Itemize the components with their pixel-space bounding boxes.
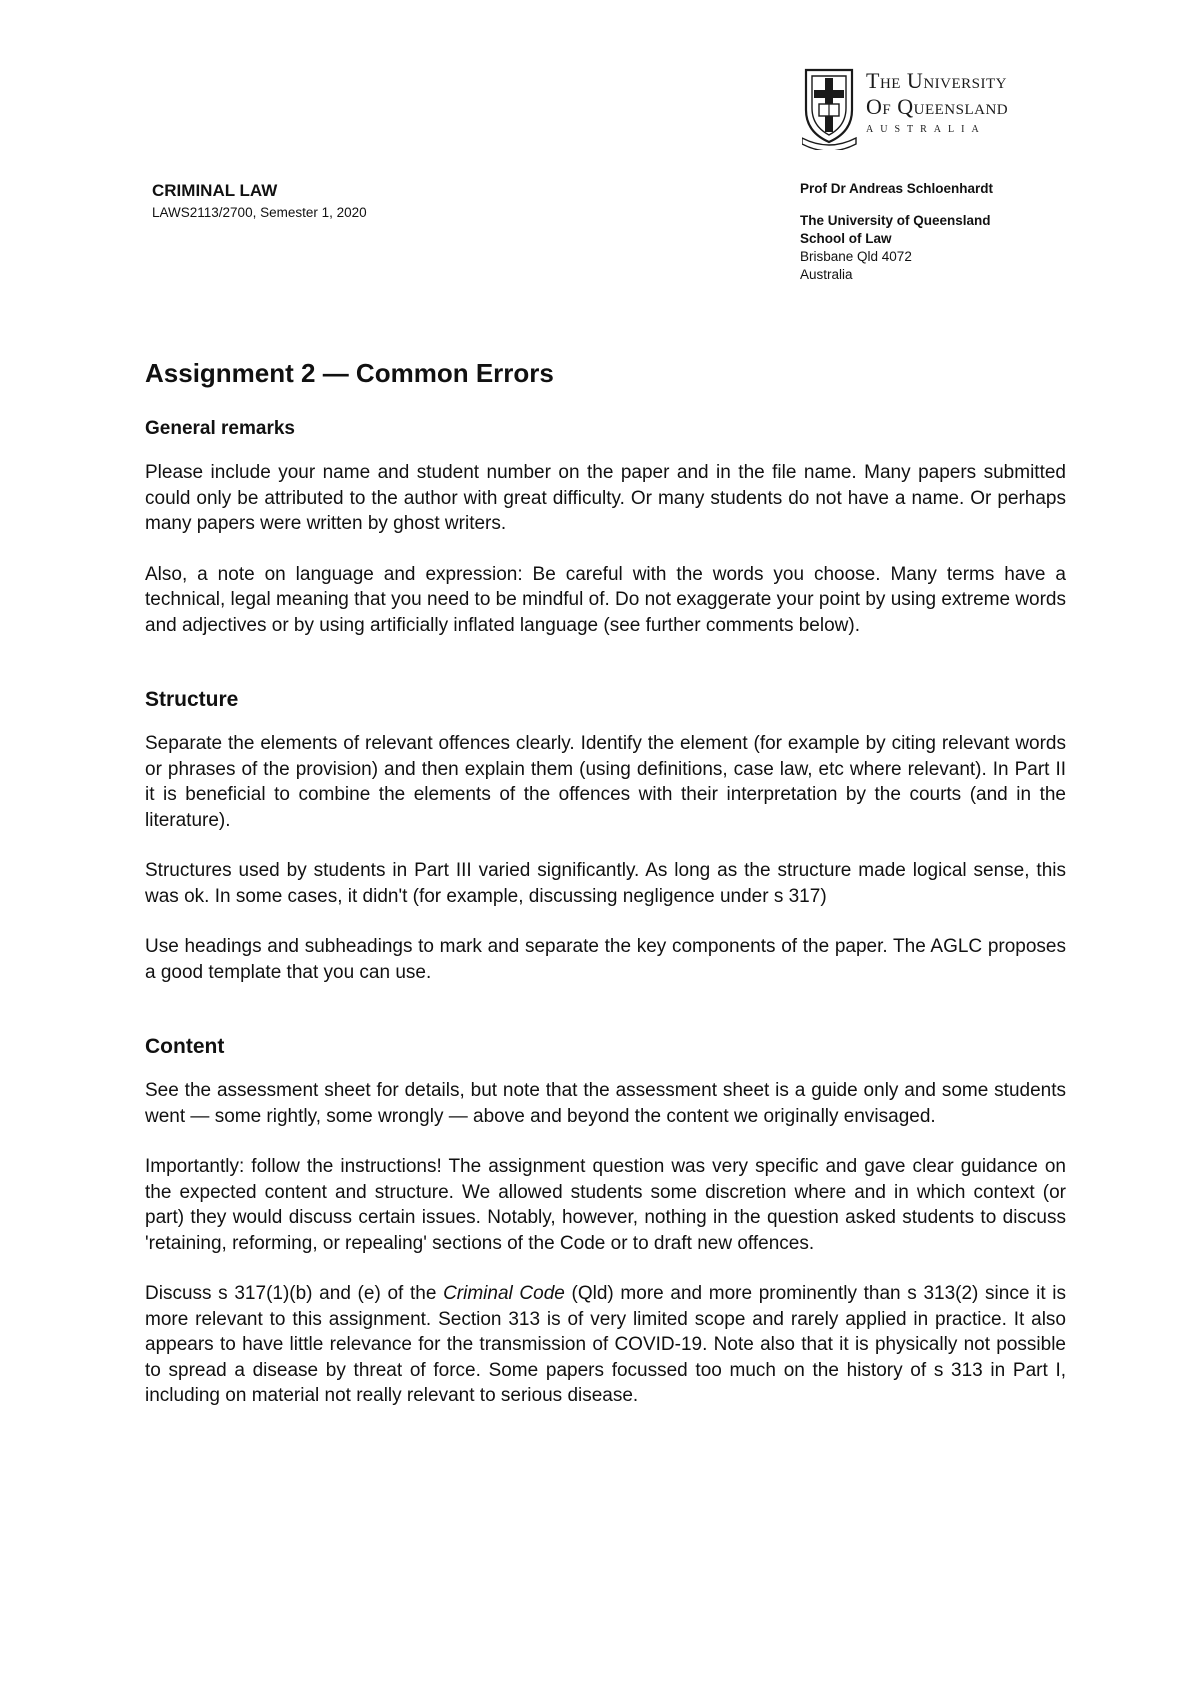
content-paragraph-2: Importantly: follow the instructions! The assignment question was very specific and gave clear guidance on the expected content and structure. We allowed students some discretion where and in which context (or part) they would discuss certain issues. Notably, however, nothing in the question asked students to discuss 'retaining, reforming, or repealing' sections of the Code or to draft new offences. — [145, 1156, 1066, 1254]
content-heading: Content — [145, 1035, 225, 1058]
content-p3-end: (Qld) more and more prominently than s 313(2) since it is more relevant to this assignment. Section 313 is of very limited scope and rarely applied in practice. It also appears to have little relevance for the transmission of COVID-19. Note also that it is physically not possible to spread a disease by threat of force. Some papers focussed too much on the history of s 313 in Part I, including on material not really relevant to serious disease. — [145, 1283, 1066, 1406]
course-code: LAWS2113/2700, Semester 1, 2020 — [152, 205, 367, 220]
wordmark-country: AUSTRALIA — [866, 124, 986, 135]
address-block — [800, 180, 993, 284]
course-block — [152, 180, 367, 224]
wordmark-line-1: The University — [866, 68, 1007, 93]
general-remarks-paragraph-1: Please include your name and student number on the paper and in the file name. Many papers submitted could only be attributed to the author with great difficulty. Or many students do not have a name. Or perhaps many papers were written by ghost writers. — [145, 462, 1066, 534]
criminal-code-title: Criminal Code — [443, 1283, 565, 1304]
structure-heading: Structure — [145, 688, 239, 711]
university-wordmark — [866, 68, 1008, 135]
address-city: Brisbane Qld 4072 — [800, 249, 912, 264]
content-paragraph-3 — [145, 1281, 1066, 1409]
structure-paragraph-3: Use headings and subheadings to mark and separate the key components of the paper. The AGLC proposes a good template that you can use. — [145, 936, 1066, 983]
content-p3-start: Discuss s 317(1)(b) and (e) of the — [145, 1283, 444, 1304]
course-title: CRIMINAL LAW — [152, 181, 278, 200]
structure-paragraph-2: Structures used by students in Part III varied significantly. As long as the structure made logical sense, this was ok. In some cases, it didn't (for example, discussing negligence under s 317) — [145, 860, 1066, 907]
address-country: Australia — [800, 267, 853, 282]
wordmark-line-2: Of Queensland — [866, 94, 1009, 119]
institution-name: The University of Queensland — [800, 213, 991, 228]
page-title: Assignment 2 — Common Errors — [145, 358, 554, 388]
structure-paragraph-1: Separate the elements of relevant offences clearly. Identify the element (for example by citing relevant words or phrases of the provision) and then explain them (using definitions, case law, etc where relevant). In Part II it is beneficial to combine the elements of the offences with their interpretation by the courts (and in the literature). — [145, 733, 1066, 831]
general-remarks-paragraph-2: Also, a note on language and expression: Be careful with the words you choose. Many terms have a technical, legal meaning that you need to be mindful of. Do not exaggerate your point by using extreme words and adjectives or by using artificially inflated language (see further comments below). — [145, 563, 1066, 636]
content-paragraph-1: See the assessment sheet for details, but note that the assessment sheet is a guide only and some students went — some rightly, some wrongly — above and beyond the content we originally envisaged. — [145, 1080, 1066, 1127]
document-body — [145, 356, 1066, 1434]
school-name: School of Law — [800, 231, 892, 246]
author-name: Prof Dr Andreas Schloenhardt — [800, 181, 994, 196]
general-remarks-heading: General remarks — [145, 418, 295, 439]
